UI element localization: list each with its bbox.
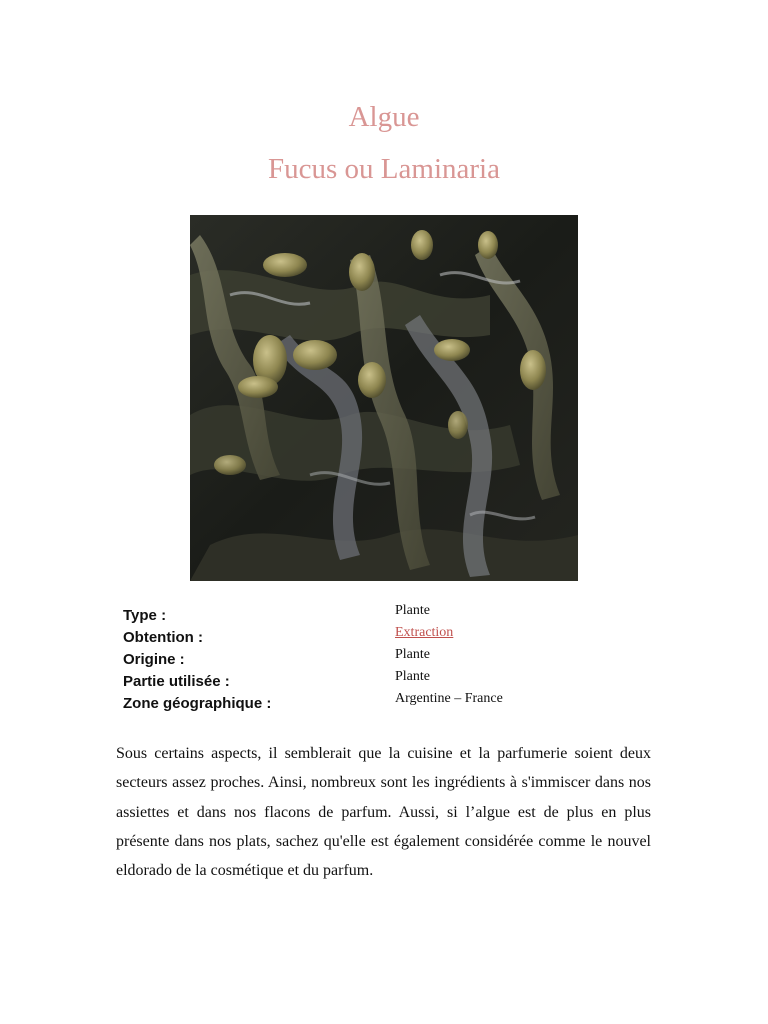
seaweed-photo xyxy=(190,215,578,581)
fact-label-type: Type : xyxy=(123,607,167,624)
facts-labels xyxy=(123,605,363,715)
fact-value-type: Plante xyxy=(395,603,430,618)
fact-label-origine: Origine : xyxy=(123,651,185,668)
facts-values xyxy=(395,600,695,710)
body-paragraph: Sous certains aspects, il semblerait que la cuisine et la parfumerie soient deux secteurs assez proches. Ainsi, nombreux sont les ingrédients à s'immiscer dans nos assiettes et dans nos flacons de parfum. Aussi, si l’algue est de plus en plus présente dans nos plats, sachez qu'elle est également considérée comme le nouvel eldorado de la cosmétique et du parfum. xyxy=(116,745,651,880)
fact-label-zone: Zone géographique : xyxy=(123,695,272,712)
extraction-link[interactable]: Extraction xyxy=(395,625,454,640)
fact-value-origine: Plante xyxy=(395,647,430,662)
fact-label-partie: Partie utilisée : xyxy=(123,673,230,690)
page-title: Algue xyxy=(348,101,420,133)
fact-value-partie: Plante xyxy=(395,669,430,684)
fact-value-zone: Argentine – France xyxy=(395,691,503,706)
page-subtitle: Fucus ou Laminaria xyxy=(268,153,500,185)
fact-label-obtention: Obtention : xyxy=(123,629,203,646)
